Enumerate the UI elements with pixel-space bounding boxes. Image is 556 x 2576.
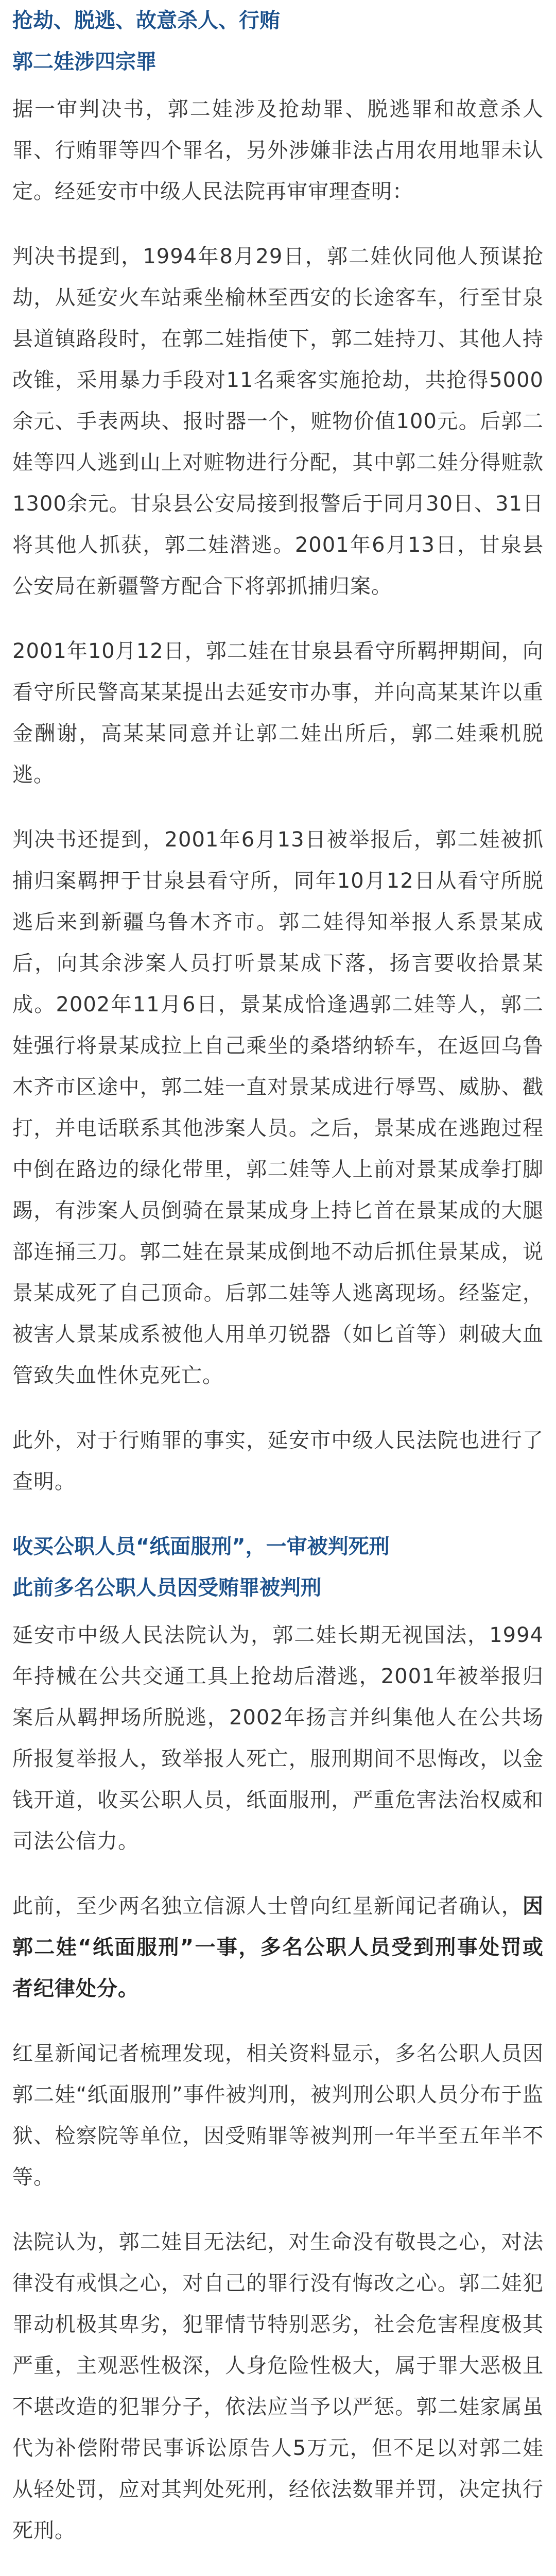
article-paragraph: 判决书提到，1994年8月29日，郭二娃伙同他人预谋抢劫，从延安火车站乘坐榆林至西安的长途客车，行至甘泉县道镇路段时，在郭二娃指使下，郭二娃持刀、其他人持改锥，采用暴力手段对11名乘客实施抢劫，共抢得5000余元、手表两块、报时器一个，赃物价值100元。后郭二娃等四人逃到山上对赃物进行分配，其中郭二娃分得赃款1300余元。甘泉县公安局接到报警后于同月30日、31日将其他人抓获，郭二娃潜逃。2001年6月13日，甘泉县公安局在新疆警方配合下将郭抓捕归案。 xyxy=(12,245,544,598)
emphasized-text: 因郭二娃“纸面服刑”一事，多名公职人员受到刑事处罚或者纪律处分。 xyxy=(12,1894,544,2001)
section-heading-line: 郭二娃涉四宗罪 xyxy=(12,50,157,74)
section-heading-sentence xyxy=(12,1526,544,1608)
section-heading-line: 收买公职人员“纸面服刑”，一审被判死刑 xyxy=(12,1535,390,1558)
article-paragraph: 据一审判决书，郭二娃涉及抢劫罪、脱逃罪和故意杀人罪、行贿罪等四个罪名，另外涉嫌非法占用农用地罪未认定。经延安市中级人民法院再审审理查明： xyxy=(12,97,544,204)
section-heading-line: 抢劫、脱逃、故意杀人、行贿 xyxy=(12,9,280,32)
article-column xyxy=(12,0,544,2576)
article-paragraph: 红星新闻记者梳理发现，相关资料显示，多名公职人员因郭二娃“纸面服刑”事件被判刑，被判刑公职人员分布于监狱、检察院等单位，因受贿罪等被判刑一年半至五年半不等。 xyxy=(12,2042,544,2189)
article-paragraph-with-emphasis xyxy=(12,1886,544,2009)
article-paragraph: 延安市中级人民法院认为，郭二娃长期无视国法，1994年持械在公共交通工具上抢劫后潜逃，2001年被举报归案后从羁押场所脱逃，2002年扬言并纠集他人在公共场所报复举报人，致举报人死亡，服刑期间不思悔改，以金钱开道，收买公职人员，纸面服刑，严重危害法治权威和司法公信力。 xyxy=(12,1623,544,1853)
article-paragraph: 2001年10月12日，郭二娃在甘泉县看守所羁押期间，向看守所民警高某某提出去延安市办事，并向高某某许以重金酬谢，高某某同意并让郭二娃出所后，郭二娃乘机脱逃。 xyxy=(12,639,544,787)
section-heading-line: 此前多名公职人员因受贿罪被判刑 xyxy=(12,1576,321,1600)
article-paragraph: 法院认为，郭二娃目无法纪，对生命没有敬畏之心，对法律没有戒惧之心，对自己的罪行没有悔改之心。郭二娃犯罪动机极其卑劣，犯罪情节特别恶劣，社会危害程度极其严重，主观恶性极深，人身危险性极大，属于罪大恶极且不堪改造的犯罪分子，依法应当予以严惩。郭二娃家属虽代为补偿附带民事诉讼原告人5万元，但不足以对郭二娃从轻处罚，应对其判处死刑，经依法数罪并罚，决定执行死刑。 xyxy=(12,2230,544,2543)
paragraph-text: 此前，至少两名独立信源人士曾向红星新闻记者确认， xyxy=(12,1894,523,1918)
section-heading-crimes xyxy=(12,0,544,82)
article-paragraph: 此外，对于行贿罪的事实，延安市中级人民法院也进行了查明。 xyxy=(12,1429,544,1494)
article-paragraph: 判决书还提到，2001年6月13日被举报后，郭二娃被抓捕归案羁押于甘泉县看守所，同年10月12日从看守所脱逃后来到新疆乌鲁木齐市。郭二娃得知举报人系景某成后，向其余涉案人员打听景某成下落，扬言要收拾景某成。2002年11月6日，景某成恰逢遇郭二娃等人，郭二娃强行将景某成拉上自己乘坐的桑塔纳轿车，在返回乌鲁木齐市区途中，郭二娃一直对景某成进行辱骂、威胁、戳打，并电话联系其他涉案人员。之后，景某成在逃跑过程中倒在路边的绿化带里，郭二娃等人上前对景某成拳打脚踢，有涉案人员倒骑在景某成身上持匕首在景某成的大腿部连捅三刀。郭二娃在景某成倒地不动后抓住景某成，说景某成死了自己顶命。后郭二娃等人逃离现场。经鉴定，被害人景某成系被他人用单刃锐器（如匕首等）刺破大血管致失血性休克死亡。 xyxy=(12,828,544,1387)
